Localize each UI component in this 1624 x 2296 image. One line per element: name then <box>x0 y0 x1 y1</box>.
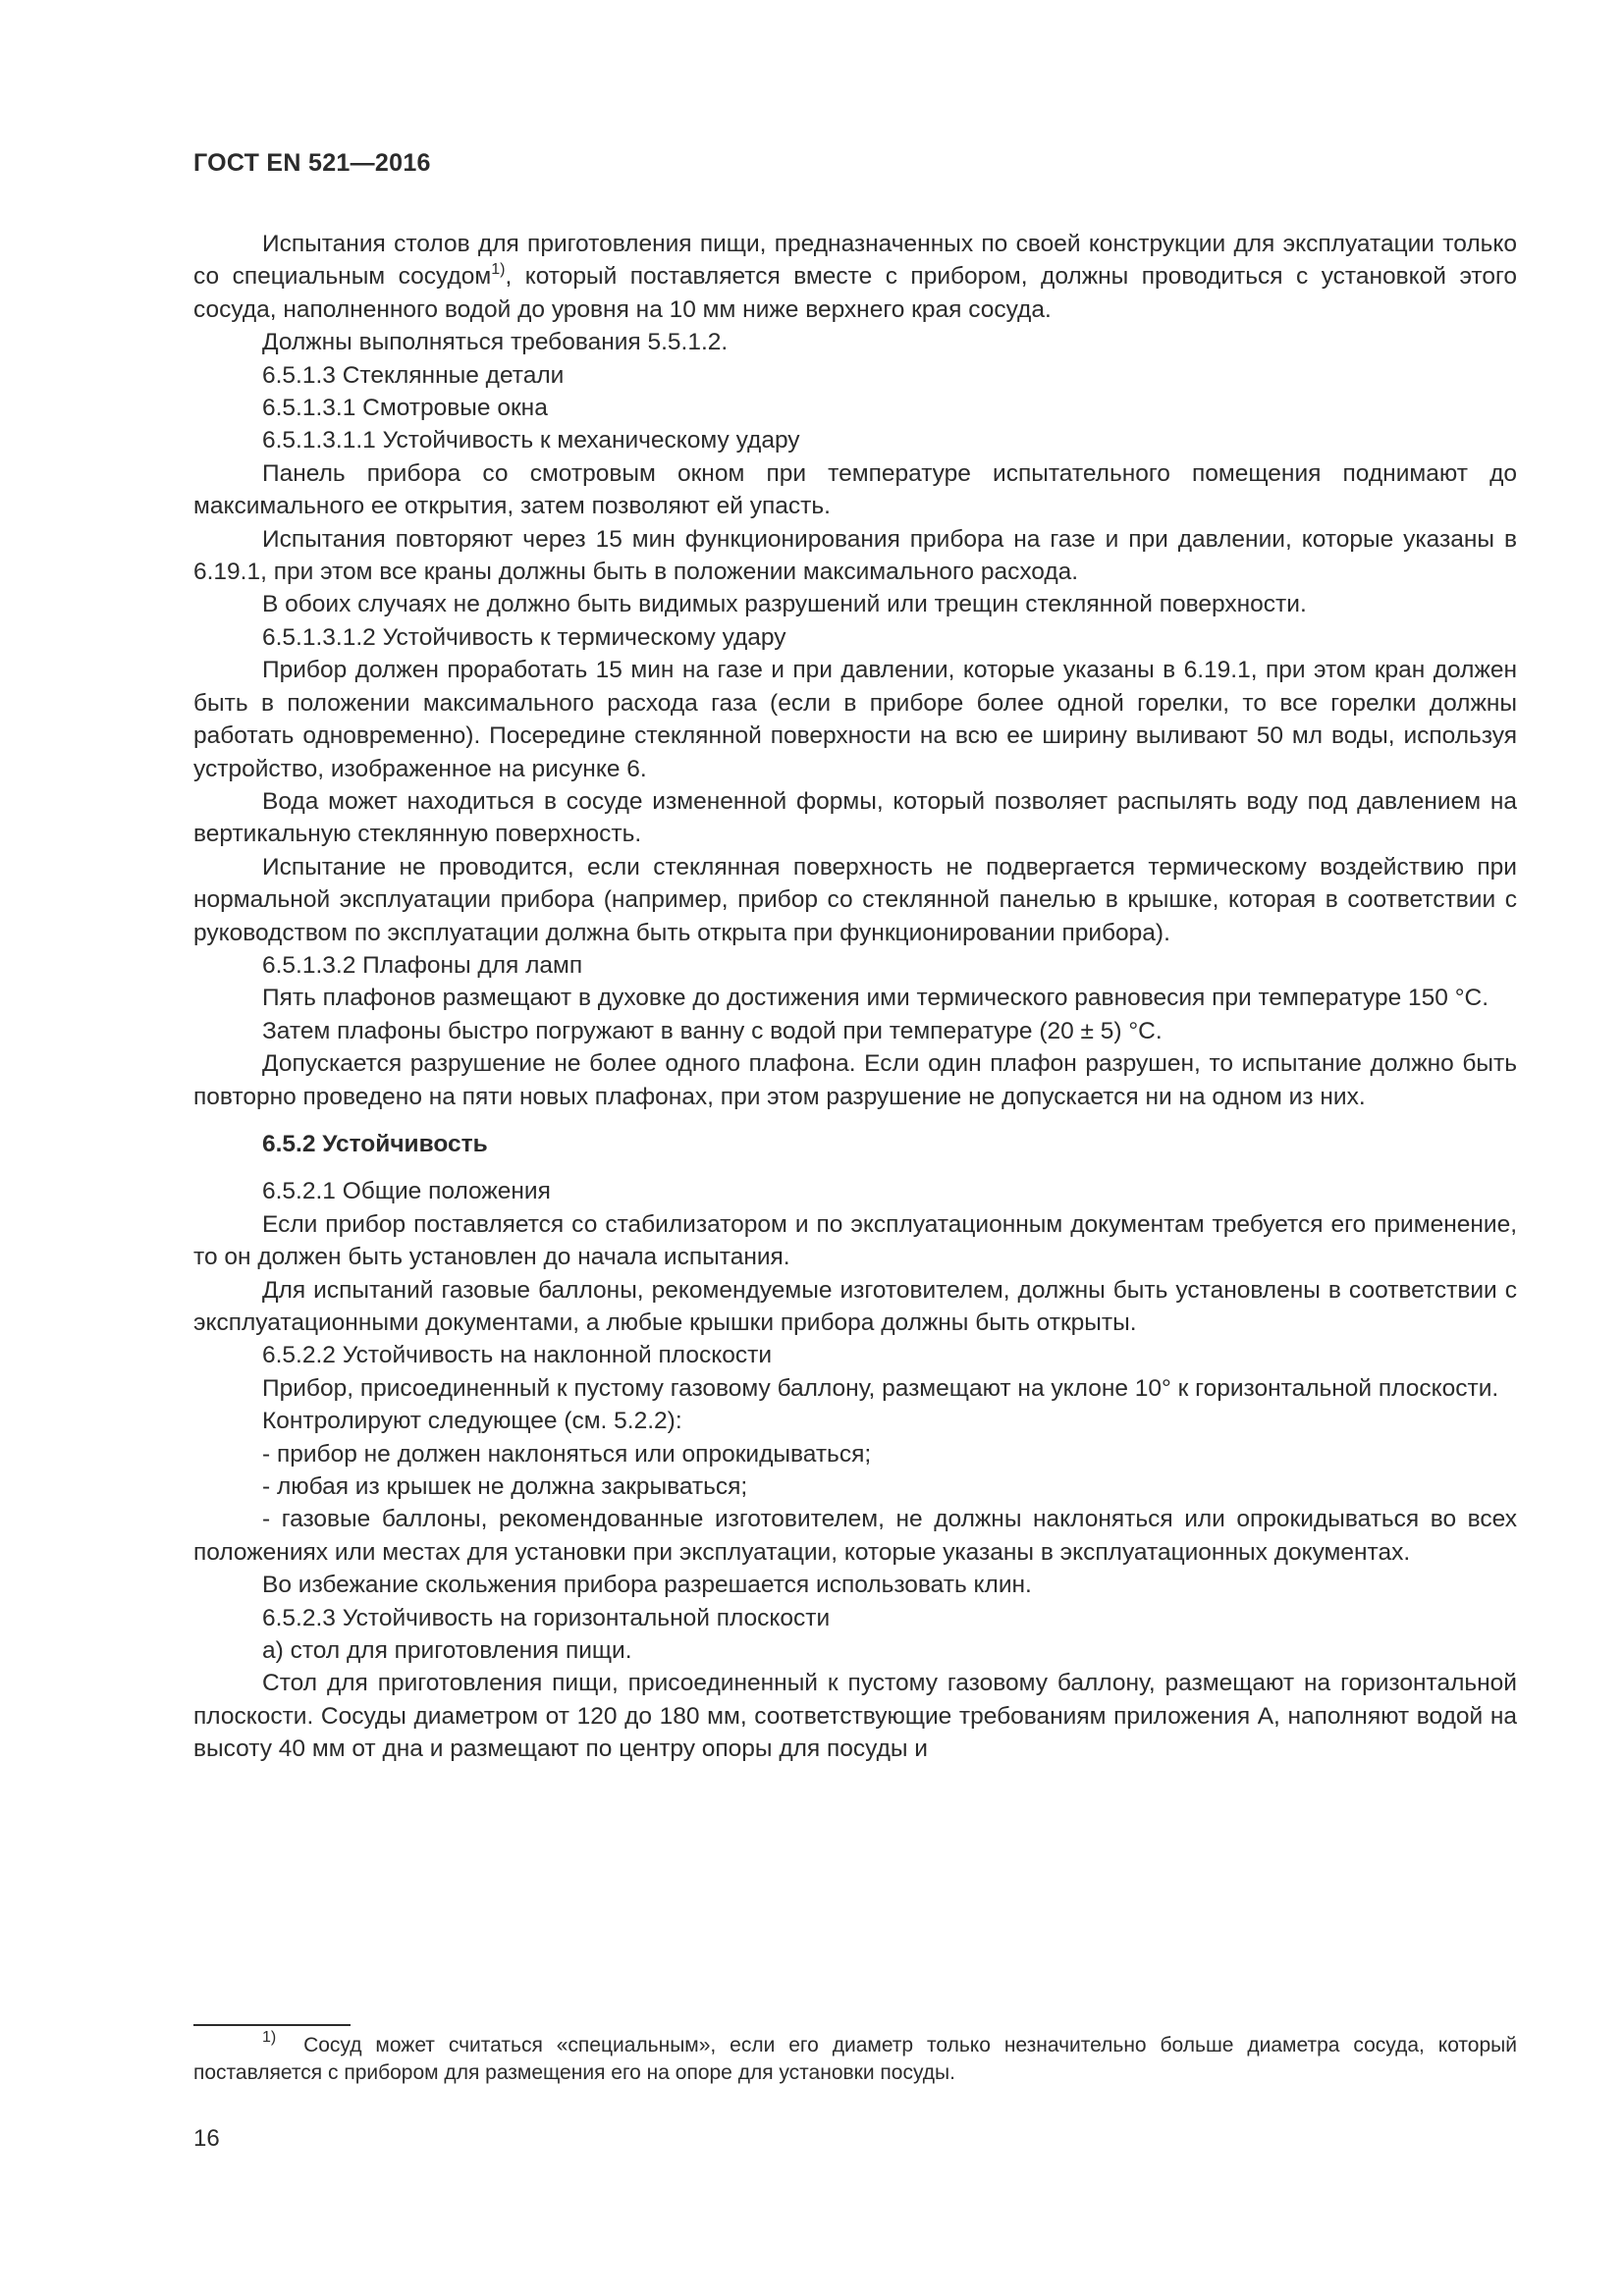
list-item: - прибор не должен наклоняться или опрокидываться; <box>262 1440 872 1468</box>
paragraph: Затем плафоны быстро погружают в ванну с водой при температуре (20 ± 5) °С. <box>262 1017 1163 1044</box>
paragraph: Контролируют следующее (см. 5.2.2): <box>262 1408 682 1435</box>
clause-heading: 6.5.2.3 Устойчивость на горизонтальной плоскости <box>262 1604 831 1631</box>
paragraph: Во избежание скольжения прибора разрешается использовать клин. <box>262 1572 1032 1599</box>
clause-heading: 6.5.2.1 Общие положения <box>262 1178 551 1205</box>
list-item: - газовые баллоны, рекомендованные изготовителем, не должны наклоняться или опрокидываться во всех положениях или местах для установки при эксплуатации, которые указаны в эксплуатационных документах. <box>193 1506 1517 1566</box>
clause-heading: 6.5.1.3.1.2 Устойчивость к термическому удару <box>262 623 786 651</box>
clause-heading: 6.5.1.3.1.1 Устойчивость к механическому удару <box>262 427 800 454</box>
clause-heading: 6.5.1.3.1 Смотровые окна <box>262 395 548 422</box>
paragraph: В обоих случаях не должно быть видимых разрушений или трещин стеклянной поверхности. <box>262 591 1307 618</box>
paragraph: Вода может находиться в сосуде измененной формы, который позволяет распылять воду под давлением на вертикальную стеклянную поверхность. <box>193 787 1517 848</box>
paragraph: Прибор должен проработать 15 мин на газе и при давлении, которые указаны в 6.19.1, при этом кран должен быть в положении максимального расхода газа (если в приборе более одной горелки, то все горелки должны работать одновременно). Посередине стеклянной поверхности на всю ее ширину выливают 50 мл воды, используя устройство, изображенное на рисунке 6. <box>193 657 1517 782</box>
footnote-separator <box>193 2024 351 2026</box>
paragraph: Прибор, присоединенный к пустому газовому баллону, размещают на уклоне 10° к горизонтальной плоскости. <box>262 1374 1499 1402</box>
paragraph: Должны выполняться требования 5.5.1.2. <box>262 329 729 356</box>
footnote-marker: 1) <box>262 2029 277 2046</box>
paragraph-with-footnote-ref <box>193 228 1517 326</box>
footnote-text: Сосуд может считаться «специальным», если его диаметр только незначительно больше диаметра сосуда, который поставляется с прибором для размещения его на опоре для установки посуды. <box>193 2034 1517 2084</box>
clause-heading: 6.5.2.2 Устойчивость на наклонной плоскости <box>262 1342 772 1369</box>
standard-header: ГОСТ EN 521—2016 <box>193 149 431 177</box>
clause-heading: 6.5.1.3.2 Плафоны для ламп <box>262 951 583 979</box>
page-number: 16 <box>193 2125 220 2152</box>
paragraph: Стол для приготовления пищи, присоединенный к пустому газовому баллону, размещают на горизонтальной плоскости. Сосуды диаметром от 120 до 180 мм, соответствующие требованиям приложения А, наполняют водой на высоту 40 мм от дна и размещают по центру опоры для посуды и <box>193 1670 1517 1763</box>
paragraph: Пять плафонов размещают в духовке до достижения ими термического равновесия при температуре 150 °С. <box>262 985 1489 1012</box>
paragraph: Если прибор поставляется со стабилизатором и по эксплуатационным документам требуется его применение, то он должен быть установлен до начала испытания. <box>193 1210 1517 1271</box>
paragraph: Испытания повторяют через 15 мин функционирования прибора на газе и при давлении, которые указаны в 6.19.1, при этом все краны должны быть в положении максимального расхода. <box>193 525 1517 586</box>
paragraph: Панель прибора со смотровым окном при температуре испытательного помещения поднимают до максимального ее открытия, затем позволяют ей упасть. <box>193 459 1517 520</box>
footnote <box>193 2029 1517 2087</box>
footnote-reference[interactable]: 1) <box>491 261 506 279</box>
list-item: - любая из крышек не должна закрываться; <box>262 1473 748 1501</box>
paragraph-text: Испытания столов для приготовления пищи, предназначенных по своей конструкции для эксплуатации только со специальным сосудом <box>193 231 1517 291</box>
body-text <box>193 228 1517 1766</box>
list-item: а) стол для приготовления пищи. <box>262 1637 632 1665</box>
paragraph: Для испытаний газовые баллоны, рекомендуемые изготовителем, должны быть установлены в соответствии с эксплуатационными документами, а любые крышки прибора должны быть открыты. <box>193 1276 1517 1336</box>
paragraph: Испытание не проводится, если стеклянная поверхность не подвергается термическому воздействию при нормальной эксплуатации прибора (например, прибор со стеклянной панелью в крышке, которая в соответствии с руководством по эксплуатации должна быть открыта при функционировании прибора). <box>193 853 1517 946</box>
paragraph: Допускается разрушение не более одного плафона. Если один плафон разрушен, то испытание должно быть повторно проведено на пяти новых плафонах, при этом разрушение не допускается ни на одном из них. <box>193 1050 1517 1110</box>
paragraph-text: , который поставляется вместе с прибором, должны проводиться с установкой этого сосуда, наполненного водой до уровня на 10 мм ниже верхнего края сосуда. <box>193 263 1517 323</box>
clause-heading: 6.5.1.3 Стеклянные детали <box>262 361 565 389</box>
section-heading: 6.5.2 Устойчивость <box>262 1130 488 1157</box>
